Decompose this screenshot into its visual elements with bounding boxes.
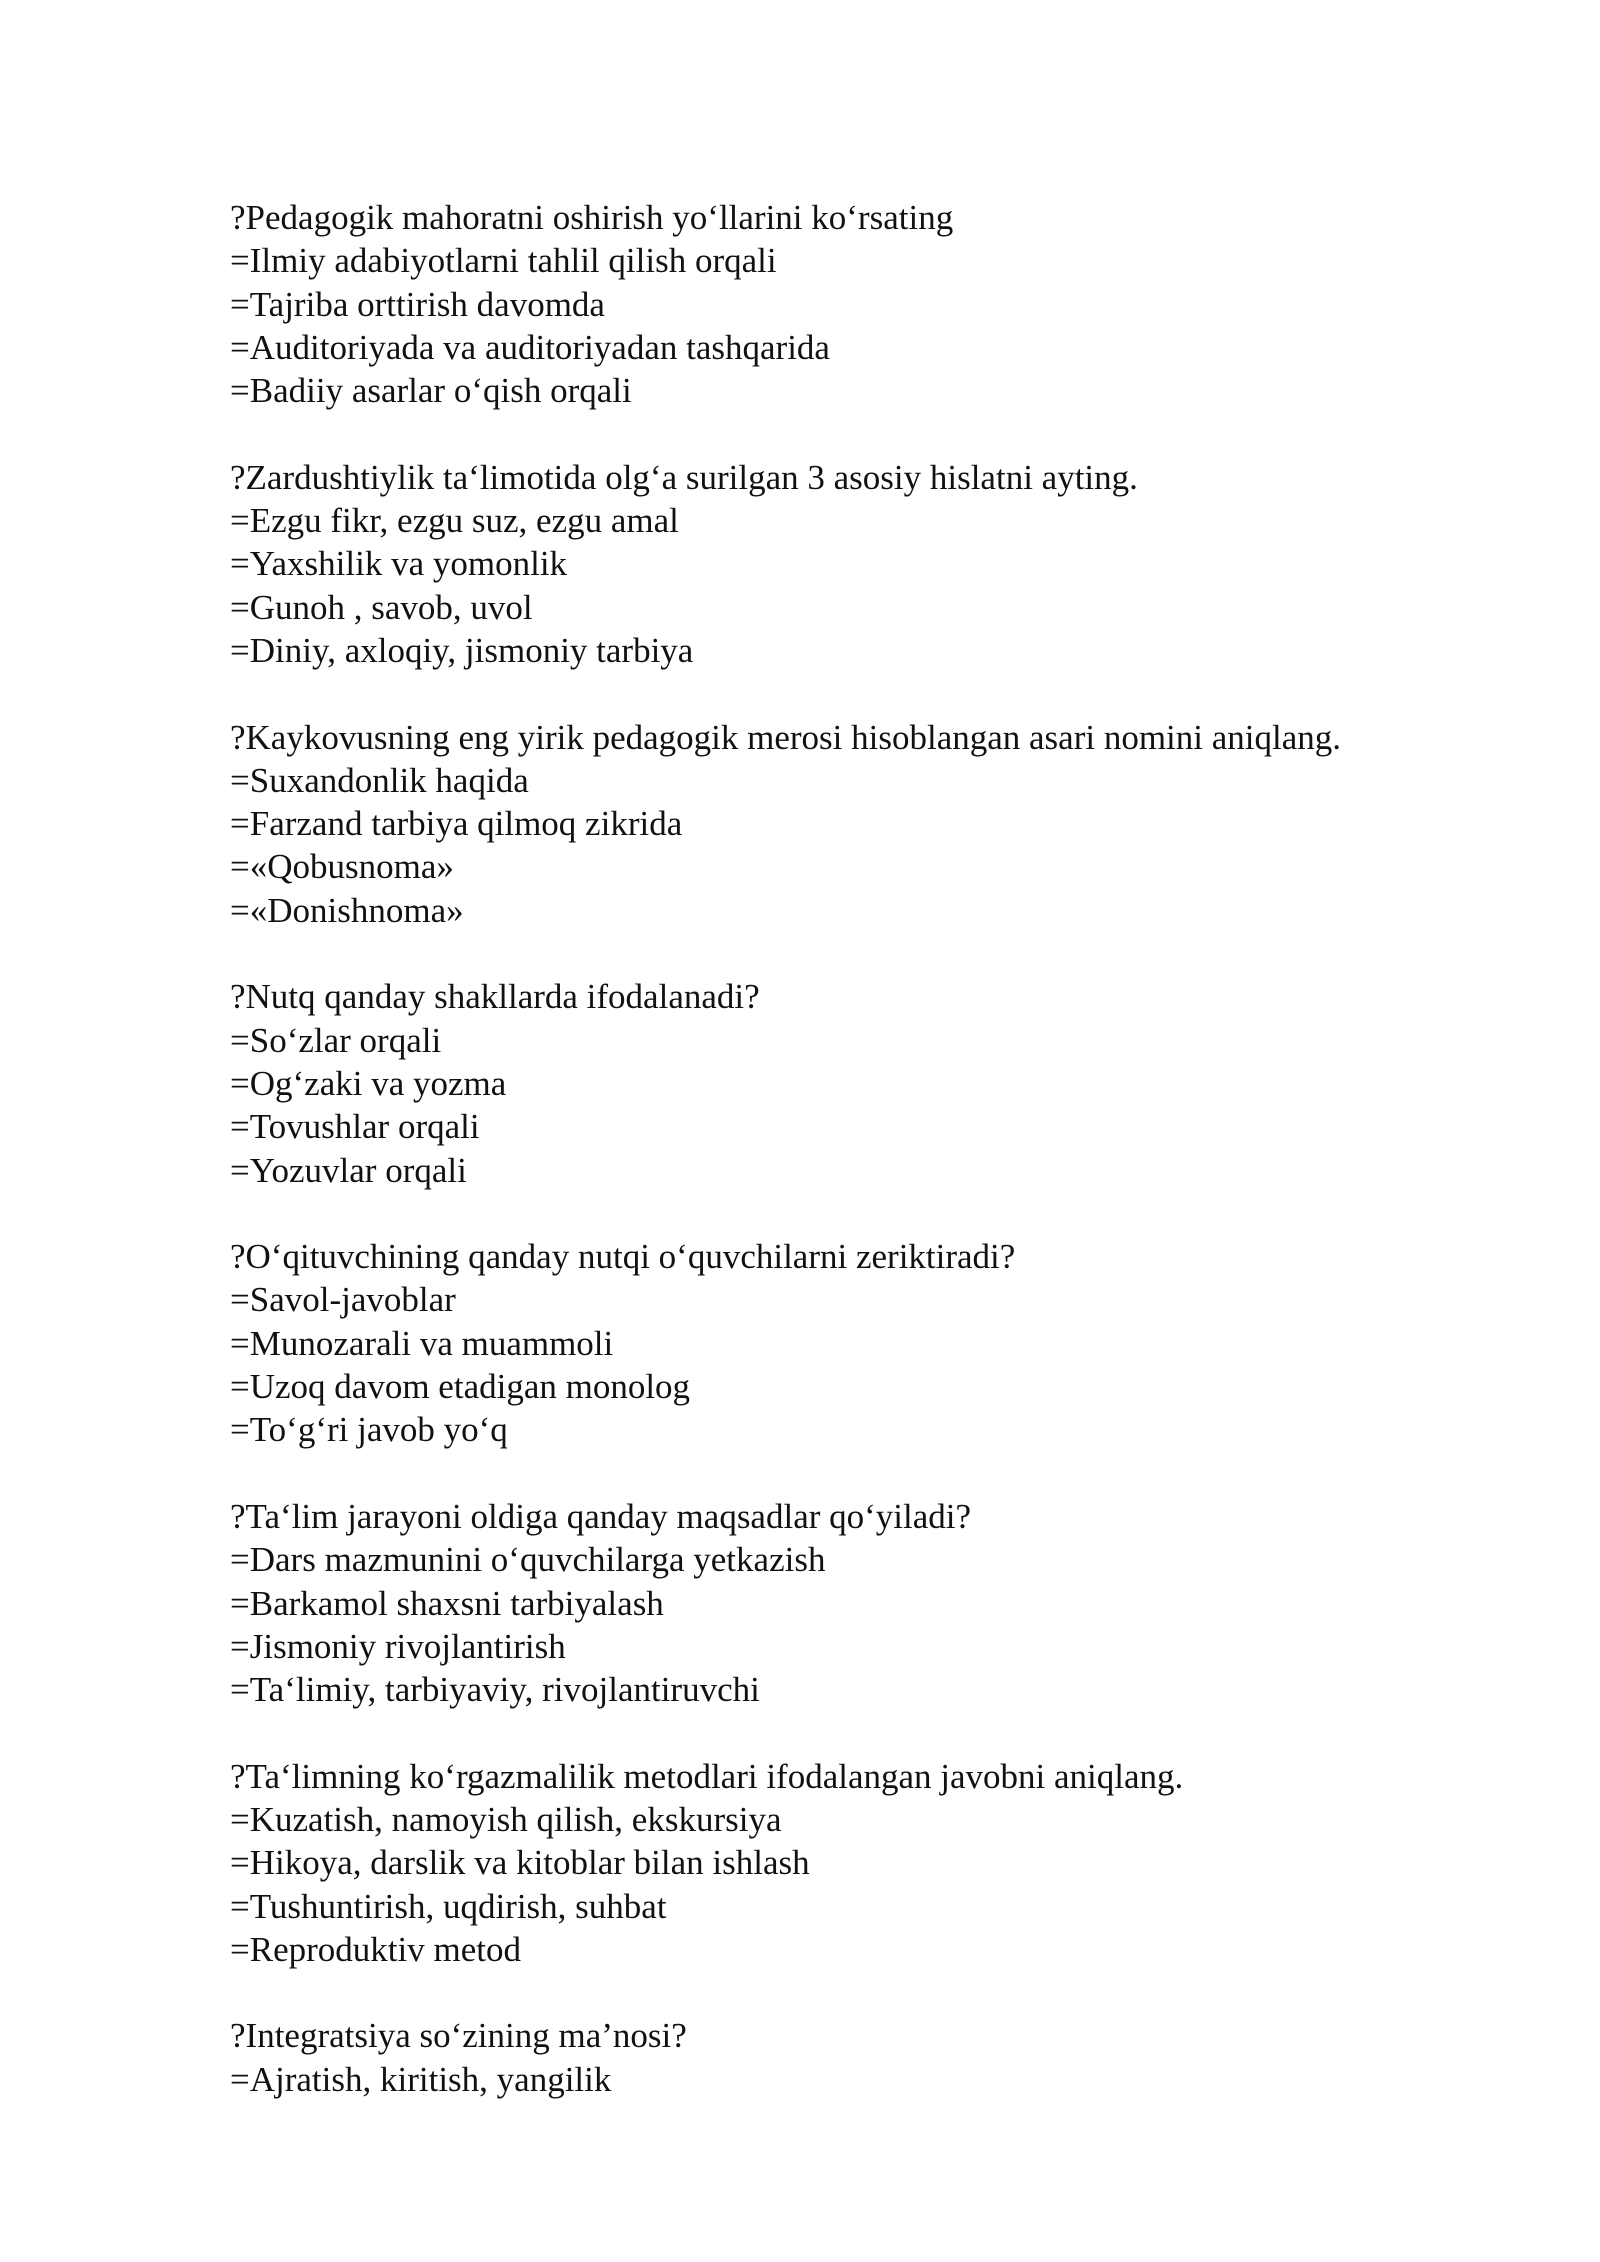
question-block <box>230 456 1510 672</box>
answer-option: =Barkamol shaxsni tarbiyalash <box>230 1583 664 1623</box>
question-text: ?Integratsiya so‘zining ma’nosi? <box>230 2016 687 2056</box>
answer-option: =Auditoriyada va auditoriyadan tashqarida <box>230 327 830 367</box>
answer-option: =Tovushlar orqali <box>230 1107 480 1147</box>
answer-option: =So‘zlar orqali <box>230 1020 442 1060</box>
answer-option: =Reproduktiv metod <box>230 1929 521 1969</box>
answer-option: =Suxandonlik haqida <box>230 760 529 800</box>
answer-option: =Munozarali va muammoli <box>230 1323 614 1363</box>
answer-option: =Dars mazmunini o‘quvchilarga yetkazish <box>230 1540 826 1580</box>
answer-option: =«Qobusnoma» <box>230 847 454 887</box>
question-text: ?O‘qituvchining qanday nutqi o‘quvchilarni zeriktiradi? <box>230 1237 1016 1277</box>
question-block <box>230 196 1510 412</box>
answer-option: =Diniy, axloqiy, jismoniy tarbiya <box>230 630 694 670</box>
question-text: ?Kaykovusning eng yirik pedagogik merosi hisoblangan asari nomini aniqlang. <box>230 717 1342 757</box>
answer-option: =Yaxshilik va yomonlik <box>230 544 568 584</box>
answer-option: =Jismoniy rivojlantirish <box>230 1626 566 1666</box>
question-block <box>230 716 1510 932</box>
answer-option: =Ajratish, kiritish, yangilik <box>230 2059 612 2099</box>
question-block <box>230 975 1510 1191</box>
question-text: ?Nutq qanday shakllarda ifodalanadi? <box>230 977 760 1017</box>
answer-option: =Ilmiy adabiyotlarni tahlil qilish orqali <box>230 241 777 281</box>
answer-option: =Savol-javoblar <box>230 1280 456 1320</box>
question-block <box>230 1755 1510 1971</box>
answer-option: =Farzand tarbiya qilmoq zikrida <box>230 804 683 844</box>
question-block <box>230 2014 1510 2101</box>
question-block <box>230 1235 1510 1451</box>
question-text: ?Zardushtiylik ta‘limotida olg‘a surilgan 3 asosiy hislatni ayting. <box>230 457 1138 497</box>
answer-option: =Hikoya, darslik va kitoblar bilan ishlash <box>230 1843 810 1883</box>
question-text: ?Ta‘limning ko‘rgazmalilik metodlari ifodalangan javobni aniqlang. <box>230 1756 1184 1796</box>
answer-option: =Tajriba orttirish davomda <box>230 284 605 324</box>
answer-option: =Ezgu fikr, ezgu suz, ezgu amal <box>230 501 679 541</box>
answer-option: =Og‘zaki va yozma <box>230 1063 507 1103</box>
answer-option: =Kuzatish, namoyish qilish, ekskursiya <box>230 1799 782 1839</box>
answer-option: =Yozuvlar orqali <box>230 1150 467 1190</box>
answer-option: =Badiiy asarlar o‘qish orqali <box>230 371 632 411</box>
answer-option: =To‘g‘ri javob yo‘q <box>230 1410 508 1450</box>
question-text: ?Ta‘lim jarayoni oldiga qanday maqsadlar qo‘yiladi? <box>230 1496 972 1536</box>
answer-option: =Gunoh , savob, uvol <box>230 587 533 627</box>
document-content <box>230 196 1510 2144</box>
answer-option: =«Donishnoma» <box>230 890 464 930</box>
question-text: ?Pedagogik mahoratni oshirish yo‘llarini ko‘rsating <box>230 198 954 237</box>
answer-option: =Tushuntirish, uqdirish, suhbat <box>230 1886 667 1926</box>
answer-option: =Uzoq davom etadigan monolog <box>230 1367 691 1407</box>
question-block <box>230 1495 1510 1711</box>
answer-option: =Ta‘limiy, tarbiyaviy, rivojlantiruvchi <box>230 1670 760 1710</box>
